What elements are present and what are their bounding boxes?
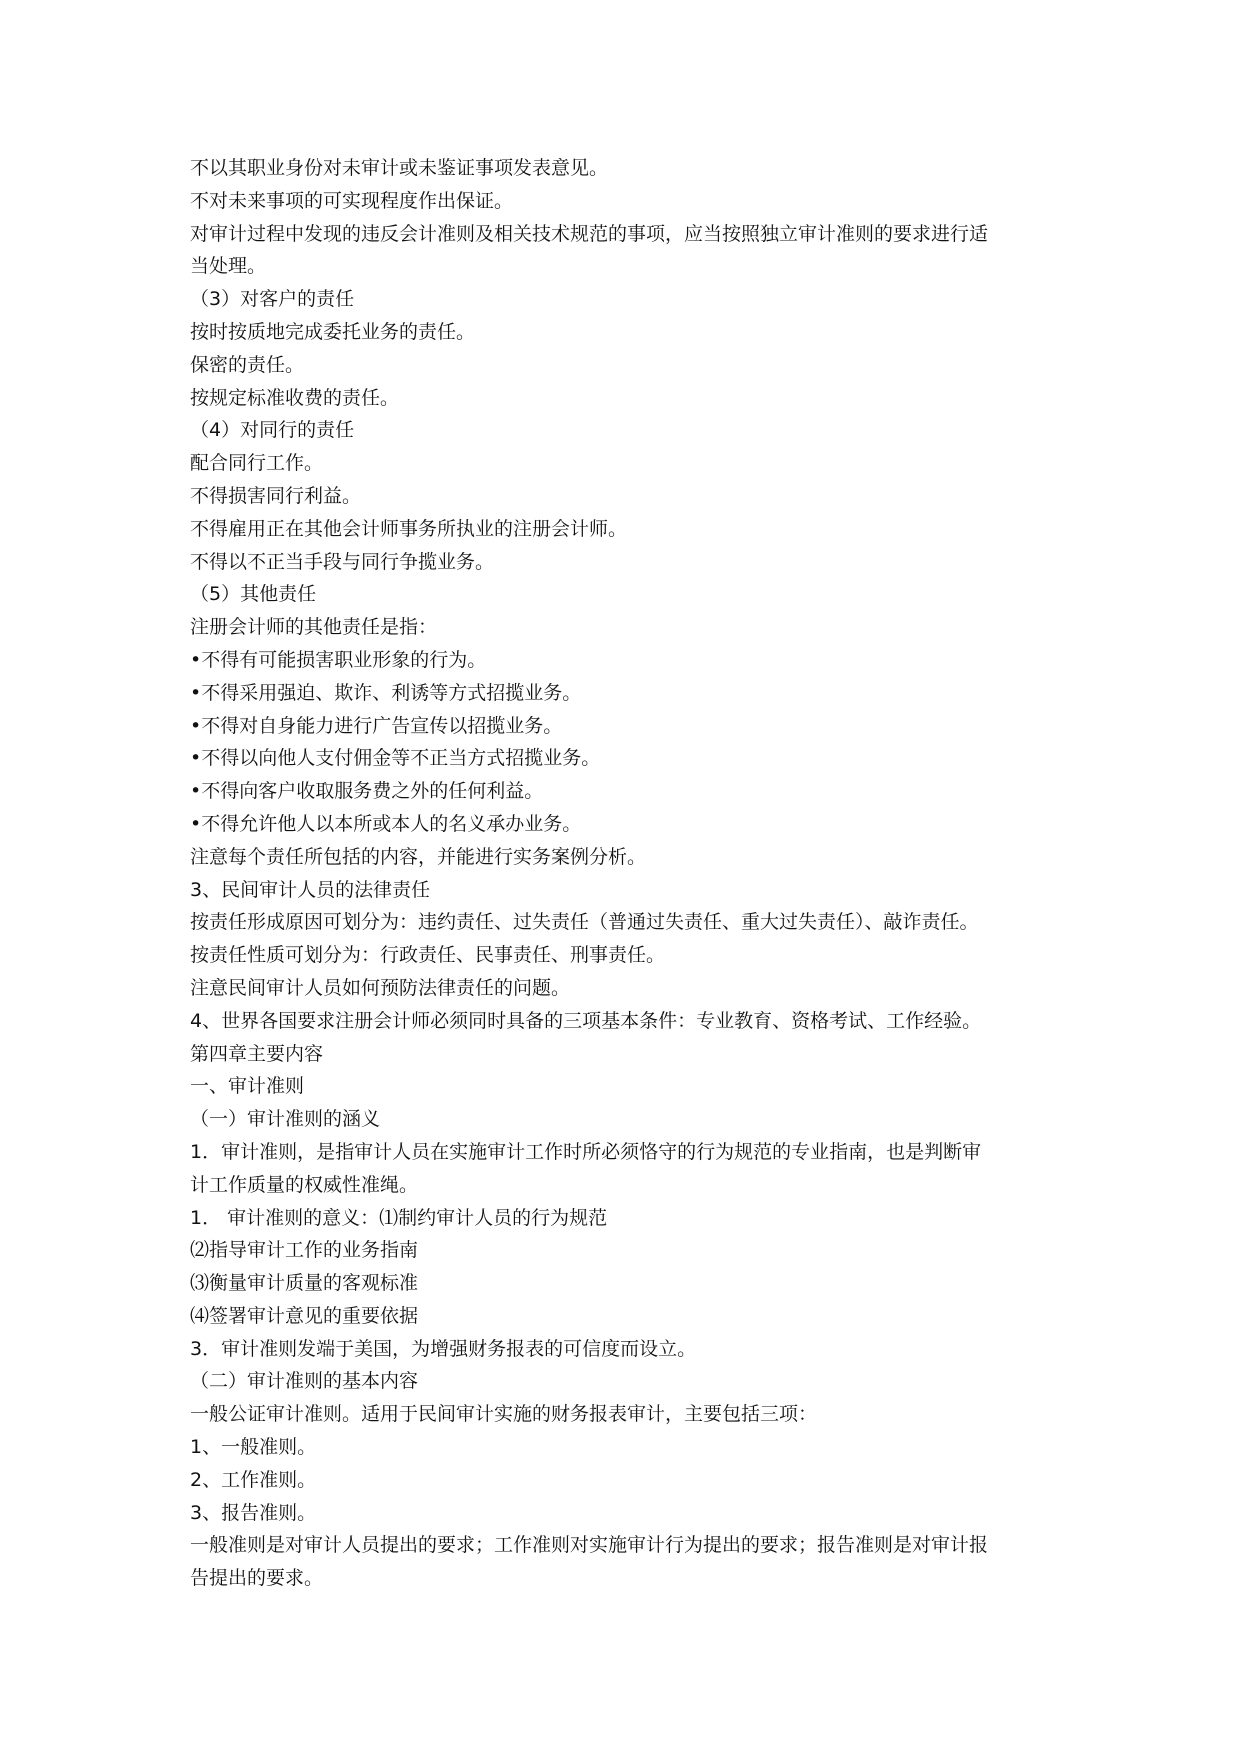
text-line: 4、世界各国要求注册会计师必须同时具备的三项基本条件：专业教育、资格考试、工作经验。	[190, 1009, 982, 1032]
text-line: 按规定标准收费的责任。	[190, 386, 400, 409]
text-line: 按责任形成原因可划分为：违约责任、过失责任（普通过失责任、重大过失责任）、敲诈责任。	[190, 911, 979, 934]
section-heading: （3）对客户的责任	[190, 288, 355, 311]
text-line: 不以其职业身份对未审计或未鉴证事项发表意见。	[190, 157, 609, 179]
text-line: 不得损害同行利益。	[190, 484, 362, 507]
document-body	[190, 152, 1060, 1595]
list-item: 1、一般准则。	[190, 1436, 317, 1459]
chapter-heading: 第四章主要内容	[190, 1042, 324, 1065]
bullet-item: •不得有可能损害职业形象的行为。	[190, 648, 487, 671]
section-heading: （二）审计准则的基本内容	[190, 1370, 419, 1393]
list-item: 2、工作准则。	[190, 1468, 317, 1491]
text-line: 当处理。	[190, 255, 267, 278]
text-line: 保密的责任。	[190, 353, 305, 376]
bullet-item: •不得向客户收取服务费之外的任何利益。	[190, 780, 544, 803]
bullet-item: •不得采用强迫、欺诈、利诱等方式招揽业务。	[190, 681, 582, 704]
text-line: 一般公证审计准则。适用于民间审计实施的财务报表审计，主要包括三项：	[190, 1403, 818, 1426]
text-line: 告提出的要求。	[190, 1567, 324, 1590]
text-line: 注册会计师的其他责任是指：	[190, 616, 438, 639]
text-line: ⑵指导审计工作的业务指南	[190, 1239, 419, 1262]
text-line: 注意每个责任所包括的内容，并能进行实务案例分析。	[190, 845, 647, 868]
text-line: 配合同行工作。	[190, 452, 324, 475]
section-heading: （5）其他责任	[190, 583, 317, 606]
text-line: 计工作质量的权威性准绳。	[190, 1173, 419, 1196]
section-heading: （一）审计准则的涵义	[190, 1108, 381, 1131]
text-line: 不对未来事项的可实现程度作出保证。	[190, 189, 514, 212]
section-heading: 3、民间审计人员的法律责任	[190, 878, 431, 901]
text-line: 3．审计准则发端于美国，为增强财务报表的可信度而设立。	[190, 1337, 697, 1360]
text-line: 不得以不正当手段与同行争揽业务。	[190, 550, 495, 573]
text-line: 1． 审计准则的意义：⑴制约审计人员的行为规范	[190, 1206, 608, 1229]
text-line: 一般准则是对审计人员提出的要求；工作准则对实施审计行为提出的要求；报告准则是对审计报	[190, 1534, 989, 1557]
text-line: ⑷签署审计意见的重要依据	[190, 1304, 419, 1327]
text-line: ⑶衡量审计质量的客观标准	[190, 1272, 419, 1295]
list-item: 3、报告准则。	[190, 1501, 317, 1524]
text-line: 按责任性质可划分为：行政责任、民事责任、刑事责任。	[190, 944, 666, 967]
text-line: 对审计过程中发现的违反会计准则及相关技术规范的事项，应当按照独立审计准则的要求进行适	[190, 222, 989, 245]
text-line: 按时按质地完成委托业务的责任。	[190, 320, 476, 343]
section-heading: （4）对同行的责任	[190, 419, 355, 442]
bullet-item: •不得对自身能力进行广告宣传以招揽业务。	[190, 714, 563, 737]
text-line: 注意民间审计人员如何预防法律责任的问题。	[190, 976, 571, 999]
text-line: 不得雇用正在其他会计师事务所执业的注册会计师。	[190, 517, 628, 540]
bullet-item: •不得以向他人支付佣金等不正当方式招揽业务。	[190, 747, 601, 770]
section-heading: 一、审计准则	[190, 1075, 305, 1098]
bullet-item: •不得允许他人以本所或本人的名义承办业务。	[190, 812, 582, 835]
text-line: 1．审计准则，是指审计人员在实施审计工作时所必须恪守的行为规范的专业指南，也是判断审	[190, 1140, 982, 1163]
